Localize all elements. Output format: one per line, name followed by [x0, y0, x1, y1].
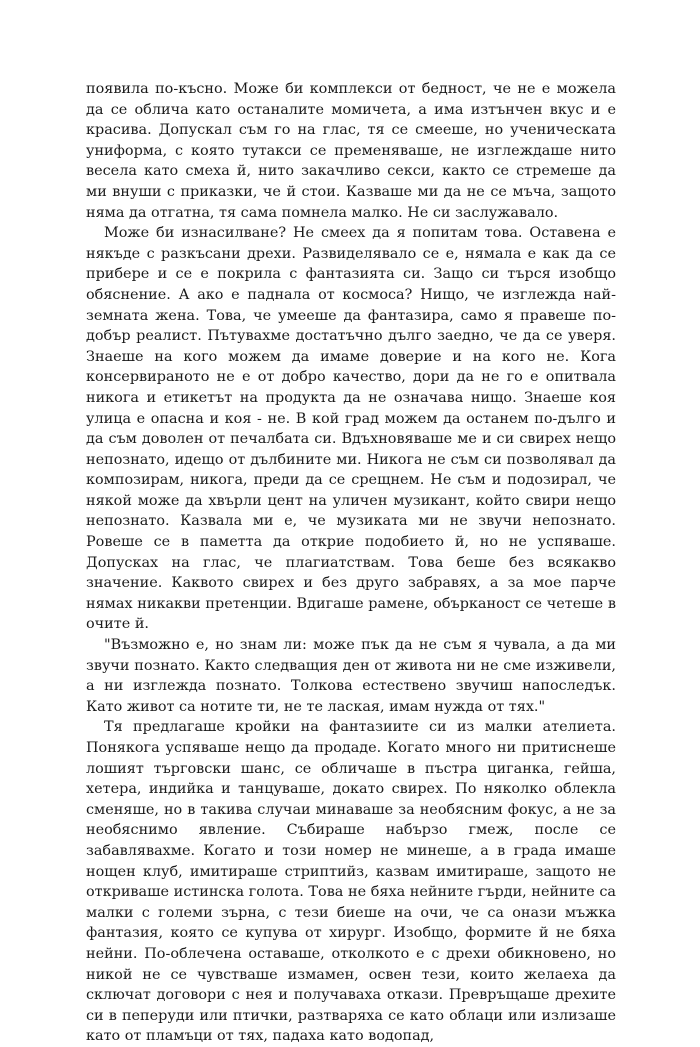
document-page — [86, 79, 616, 1047]
paragraph-2: Може би изнасилване? Не смеех да я попитам това. Оставена е някъде с разкъсани дрехи. Развиделявало се е, нямала е как да се прибере и се е покрила с фантазията си. Защо си търся изобщо обяснение. А ако е паднала от космоса? Нищо, че изглежда най-земната жена. Това, че умееше да фантазира, само я правеше по-добър реалист. Пътувахме достатъчно дълго заедно, че да се уверя. Знаеше на кого можем да имаме доверие и на кого не. Кога консервираното не е от добро качество, дори да не го е опитвала никога и етикетът на продукта да не означава нищо. Знаеше коя улица е опасна и коя - не. В кой град можем да останем по-дълго и да съм доволен от печалбата си. Вдъхновяваше ме и си свирех нещо непознато, идещо от дълбините ми. Никога не съм си позволявал да композирам, никога, преди да се срещнем. Не съм и подозирал, че някой може да хвърли цент на уличен музикант, който свири нещо непознато. Казвала ми е, че музиката ми не звучи непознато. Ровеше се в паметта да открие подобието й, но не успяваше. Допусках на глас, че плагиатствам. Това беше без всякакво значение. Каквото свирех и без друго забравях, а за мое парче нямах никакви претенции. Вдигаше рамене, обърканост се четеше в очите й. — [86, 225, 616, 633]
paragraph-4: Тя предлагаше кройки на фантазиите си из малки ателиета. Понякога успяваше нещо да продаде. Когато много ни притиснеше лошият търговски шанс, се обличаше в пъстра циганка, гейша, хетера, индийка и танцуваше, докато свирех. По няколко облекла сменяше, но в такива случаи минаваше за необясним фокус, а не за необяснимо явление. Събираше набързо гмеж, после се забавлявахме. Когато и този номер не минеше, а в града имаше нощен клуб, имитираше стриптийз, казвам имитираше, защото не откриваше истинска голота. Това не бяха нейните гърди, нейните са малки с големи зърна, с тези биеше на очи, че са онази мъжка фантазия, която се купува от хирург. Изобщо, формите й не бяха нейни. По-облечена оставаше, отколкото е с дрехи обикновено, но никой не се чувстваше измамен, освен тези, които желаеха да сключат договори с нея и получаваха откази. Превръщаше дрехите си в пеперуди или птички, разтваряха се като облаци или излизаше като от пламъци от тях, падаха като водопад, — [86, 719, 616, 1045]
paragraph-1: появила по-късно. Може би комплекси от бедност, че не е можела да се облича като останалите момичета, а има изтънчен вкус и е красива. Допускал съм го на глас, тя се смееше, но ученическата униформа, с която тутакси се пременяваше, не изглеждаше нито весела като смеха й, нито закачливо секси, както се стремеше да ми внуши с приказки, че й стои. Казваше ми да не се мъча, защото няма да отгатна, тя сама помнела малко. Не си заслужавало. — [86, 81, 616, 221]
paragraph-3: "Възможно е, но знам ли: може пък да не съм я чувала, а да ми звучи познато. Както следващия ден от живота ни не сме изживели, а ни изглежда познато. Толкова естествено звучиш напоследък. Като живот са нотите ти, не те лаская, имам нужда от тях." — [86, 637, 616, 715]
